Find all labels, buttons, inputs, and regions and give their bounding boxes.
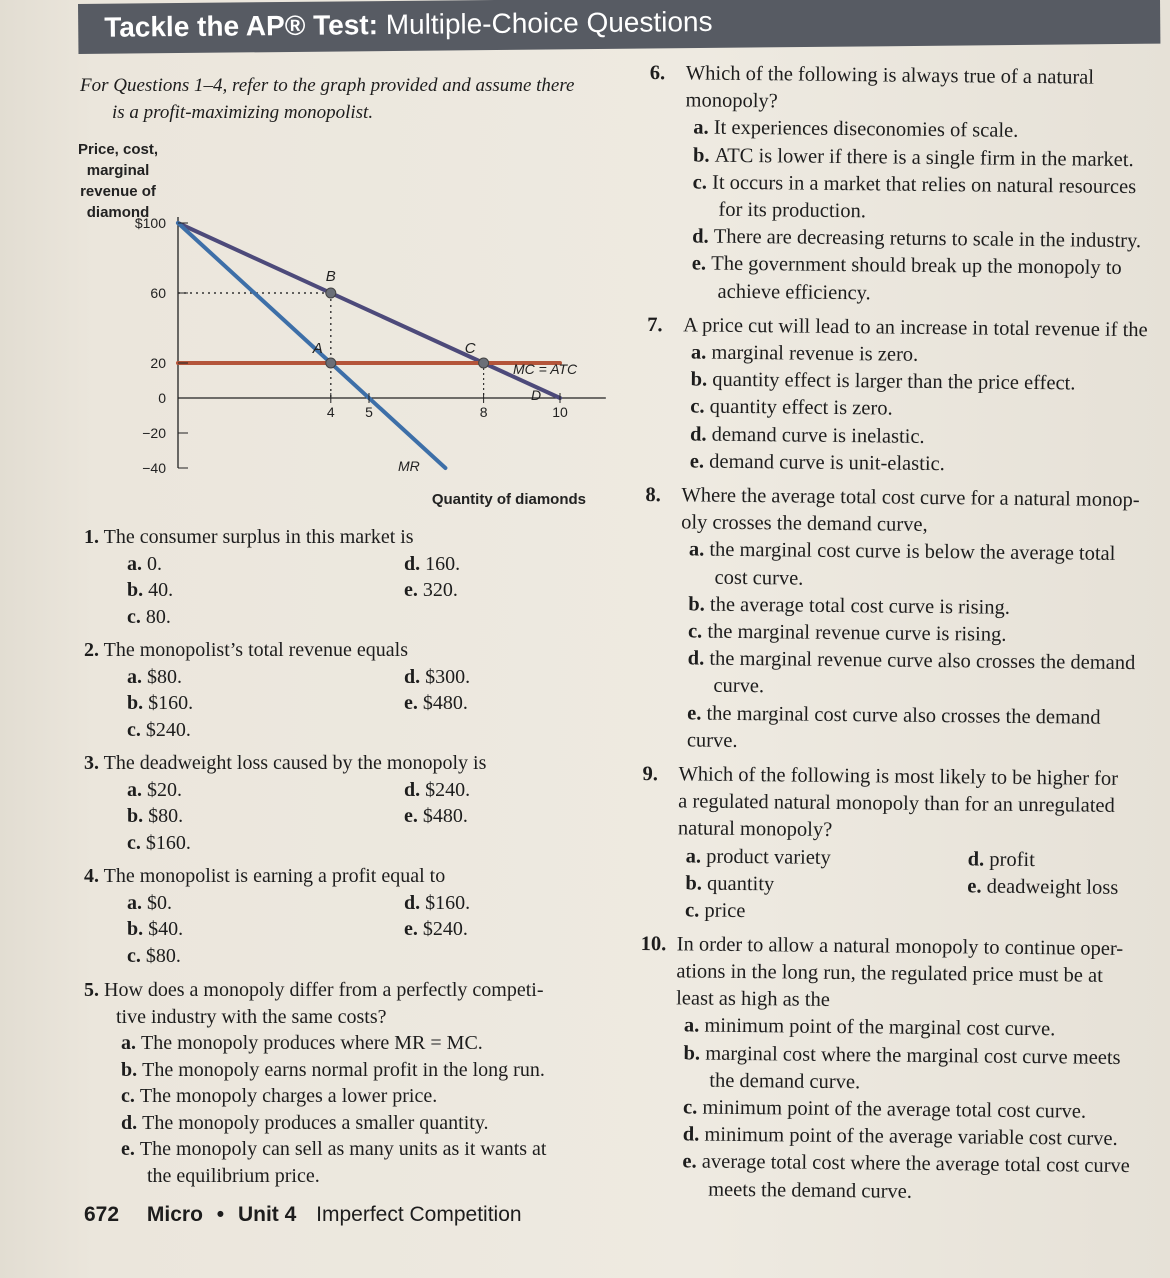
option-left: b. $80.	[127, 805, 184, 827]
x-tick-label: 5	[365, 404, 373, 420]
q-number: 1.	[84, 526, 99, 548]
option-row	[84, 803, 634, 830]
q5-option-d: d. The monopoly produces a smaller quantity.	[121, 1111, 489, 1134]
question-3	[84, 750, 634, 856]
q6-stem-2: monopoly?	[685, 89, 778, 113]
option-left: a. 0.	[127, 552, 162, 575]
q-number: 4.	[84, 865, 99, 887]
q7-option-e: e. demand curve is unit-elastic.	[689, 450, 945, 475]
q-stem: The consumer surplus in this market is	[103, 526, 414, 548]
option-left: b. $160.	[127, 692, 194, 714]
point-label-A: A	[312, 340, 323, 357]
q6-option-c: c. It occurs in a market that relies on natural resources for its production.	[692, 171, 1137, 223]
page-number: 672	[84, 1203, 120, 1226]
q6-stem-1: Which of the following is always true of a natural	[685, 62, 1095, 89]
option-row	[84, 577, 634, 604]
option-right: d. $300.	[404, 665, 471, 688]
q8-option-d: d. the marginal revenue curve also crosses the demand curve.	[687, 647, 1136, 698]
point-label-C: C	[464, 340, 476, 357]
q7-option-d: d. demand curve is inelastic.	[689, 423, 925, 448]
series-d	[178, 223, 560, 398]
q8-option-a: a. the marginal cost curve is below the average total cost curve.	[688, 538, 1116, 590]
point-label-B: B	[325, 268, 336, 285]
question-8	[643, 482, 1156, 759]
q7-number: 7.	[647, 313, 663, 336]
q10-option-e: e. average total cost where the average total cost curve meets the demand curve.	[682, 1150, 1130, 1203]
point-B	[326, 288, 336, 298]
q6-option-a: a. It experiences diseconomies of scale.	[693, 116, 1019, 143]
q-stem: The monopolist is earning a profit equal to	[103, 865, 446, 887]
q-stem: The deadweight loss caused by the monopoly is	[103, 752, 487, 774]
q9-option-d: d. profit	[967, 848, 1035, 871]
q6-number: 6.	[649, 61, 666, 85]
question-4	[84, 863, 634, 969]
q8-number: 8.	[645, 484, 661, 507]
footer-title: Imperfect Competition	[316, 1203, 522, 1226]
intro-text	[80, 72, 638, 126]
q9-stem-3: natural monopoly?	[677, 817, 833, 842]
left-column	[78, 72, 638, 1187]
q5-option-e-cont: the equilibrium price.	[147, 1164, 320, 1187]
option-right: e. $480.	[404, 692, 468, 714]
option-row	[84, 664, 634, 691]
section-banner	[78, 0, 1160, 54]
intro-line-1: For Questions 1–4, refer to the graph provided and assume there	[80, 75, 575, 96]
option-row	[84, 604, 634, 631]
footer-bullet: •	[216, 1203, 225, 1226]
q7-option-b: b. quantity effect is larger than the price effect.	[690, 368, 1076, 395]
q6-option-e: e. The government should break up the monopoly to achieve efficiency.	[691, 252, 1122, 304]
q6-option-b: b. ATC is lower if there is a single firm in the market.	[692, 144, 1134, 171]
option-left: b. 40.	[127, 579, 174, 601]
q10-stem-3: least as high as the	[676, 987, 830, 1012]
option-right: e. 320.	[404, 579, 458, 601]
question-1	[84, 524, 634, 630]
option-right: d. $240.	[404, 778, 471, 801]
q5-stem-1: How does a monopoly differ from a perfectly competi-	[104, 979, 544, 1001]
option-right: d. 160.	[404, 552, 461, 575]
question-2	[84, 637, 634, 743]
footer-unit: Unit 4	[237, 1203, 297, 1226]
y-tick-label: $100	[134, 215, 166, 231]
mr-label: MR	[398, 458, 420, 474]
option-right: d. $160.	[404, 891, 471, 914]
option-row	[84, 551, 634, 578]
ylabel-line-0: Price, cost,	[78, 141, 159, 158]
q10-number: 10.	[640, 932, 667, 955]
q8-stem-1: Where the average total cost curve for a natural monop-	[681, 484, 1140, 512]
q7-stem: A price cut will lead to an increase in total revenue if the	[683, 314, 1148, 342]
banner-title-bold: Tackle the AP® Test:	[104, 9, 379, 43]
option-row	[84, 717, 634, 744]
option-row	[84, 690, 634, 717]
intro-line-2: is a profit-maximizing monopolist.	[112, 102, 374, 123]
demand-label: D	[531, 387, 542, 403]
curves	[178, 223, 560, 468]
q6-option-d: d. There are decreasing returns to scale in the industry.	[692, 225, 1142, 253]
q8-option-c: c. the marginal revenue curve is rising.	[687, 620, 1007, 646]
point-C	[479, 358, 489, 368]
option-left: a. $0.	[127, 891, 172, 914]
axes	[178, 217, 606, 468]
q9-option-a: a. product variety	[685, 845, 831, 869]
q7-option-a: a. marginal revenue is zero.	[690, 341, 919, 366]
right-column	[638, 60, 1160, 1208]
q8-stem-2: oly crosses the demand curve,	[681, 511, 928, 537]
point-A	[326, 358, 336, 368]
option-left: c. 80.	[127, 605, 171, 628]
q10-stem-1: In order to allow a natural monopoly to continue oper-	[676, 933, 1124, 960]
q8-option-e: e. the marginal cost curve also crosses the demand curve.	[686, 702, 1101, 752]
q5-number: 5.	[84, 979, 99, 1001]
q10-option-b: b. marginal cost where the marginal cost curve meets the demand curve.	[683, 1041, 1121, 1093]
q10-option-d: d. minimum point of the average variable cost curve.	[682, 1123, 1118, 1151]
option-row	[84, 777, 634, 804]
option-right: e. $240.	[404, 918, 468, 940]
option-left: a. $20.	[127, 778, 182, 801]
option-row	[84, 830, 634, 857]
ticks	[135, 215, 568, 476]
y-tick-label: −40	[142, 460, 166, 476]
q5-option-e: e. The monopoly can sell as many units as it wants at	[121, 1138, 547, 1160]
footer-section: Micro	[146, 1203, 203, 1226]
guide-lines	[178, 293, 484, 398]
q9-option-e: e. deadweight loss	[967, 875, 1119, 899]
q10-stem-2: ations in the long run, the regulated price must be at	[676, 960, 1103, 987]
q7-option-c: c. quantity effect is zero.	[690, 395, 893, 420]
x-tick-label: 10	[552, 404, 568, 420]
monopoly-graph	[78, 138, 638, 518]
q9-number: 9.	[642, 763, 659, 786]
question-6	[647, 60, 1160, 310]
option-row	[84, 943, 634, 970]
q8-option-b: b. the average total cost curve is rising.	[688, 593, 1011, 619]
x-axis-label: Quantity of diamonds	[431, 491, 586, 508]
question-5	[84, 977, 644, 1189]
q-number: 2.	[84, 639, 99, 661]
option-row	[84, 890, 634, 917]
banner-title-rest: Multiple-Choice Questions	[385, 5, 713, 41]
q-stem: The monopolist’s total revenue equals	[103, 639, 409, 661]
option-row	[84, 916, 634, 943]
q5-stem-2: tive industry with the same costs?	[116, 1005, 387, 1028]
ylabel-line-3: diamond	[86, 204, 150, 221]
y-axis-label	[78, 141, 158, 221]
y-tick-label: 20	[150, 355, 166, 371]
q-number: 3.	[84, 752, 99, 774]
q9-stem-1: Which of the following is most likely to be higher for	[678, 763, 1119, 791]
y-tick-label: −20	[142, 425, 166, 441]
q5-option-c: c. The monopoly charges a lower price.	[121, 1085, 438, 1107]
ylabel-line-1: marginal	[86, 162, 150, 179]
option-left: c. $160.	[127, 831, 191, 854]
x-tick-label: 8	[479, 404, 488, 420]
option-left: a. $80.	[127, 665, 182, 688]
q5-option-a: a. The monopoly produces where MR = MC.	[121, 1032, 483, 1054]
option-left: c. $240.	[127, 718, 191, 741]
question-10	[638, 931, 1151, 1208]
q5-option-b: b. The monopoly earns normal profit in the long run.	[121, 1058, 545, 1081]
x-tick-label: 4	[326, 404, 335, 420]
option-left: c. $80.	[127, 944, 181, 967]
series-mr	[178, 223, 445, 468]
mc-atc-label: MC = ATC	[513, 361, 578, 377]
question-9	[641, 761, 1153, 929]
y-tick-label: 60	[150, 285, 166, 301]
q9-option-c: c. price	[684, 899, 746, 922]
option-right: e. $480.	[404, 805, 468, 827]
q9-option-b: b. quantity	[685, 872, 775, 896]
q10-option-c: c. minimum point of the average total cost curve.	[682, 1096, 1087, 1123]
y-tick-label: 0	[158, 390, 166, 406]
ylabel-line-2: revenue of	[80, 183, 156, 200]
q9-stem-2: a regulated natural monopoly than for an unregulated	[678, 790, 1115, 818]
option-left: b. $40.	[127, 918, 184, 940]
q10-option-a: a. minimum point of the marginal cost curve.	[683, 1014, 1056, 1041]
question-7	[646, 312, 1158, 481]
page-footer	[84, 1203, 522, 1227]
